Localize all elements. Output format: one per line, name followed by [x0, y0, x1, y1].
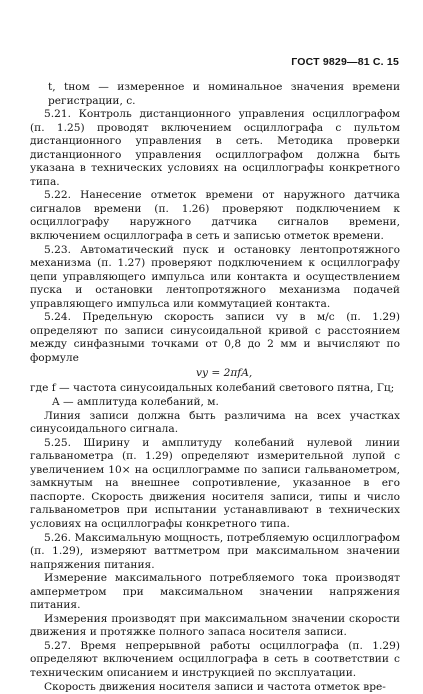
formula: vy = 2πfA,	[196, 367, 253, 380]
definition-list	[30, 382, 400, 409]
page-header: ГОСТ 9829—81 С. 15	[291, 56, 399, 68]
body-text	[30, 81, 400, 694]
paragraph-definition-t: t, tном — измеренное и номинальное значения времени регистрации, с.	[48, 81, 400, 107]
paragraph-5-21: 5.21. Контроль дистанционного управления осциллографом (п. 1.25) проводят включением осциллографа с пультом дистанционного управления в сеть. Методика проверки дистанционного управления осциллографом должна быть указана в технических условиях на осциллографы конкретного типа.	[30, 108, 400, 188]
paragraph-5-23: 5.23. Автоматический пуск и остановку лентопротяжного механизма (п. 1.27) проверяют подключением к осциллографу цепи управляющего импульса или контакта и осуществлением пуска и остановки лентопротяжного механизма подачей управляющего импульса или коммутацией контакта.	[30, 243, 400, 310]
paragraph-5-26: 5.26. Максимальную мощность, потребляемую осциллографом (п. 1.29), измеряют ваттметром при максимальном значении напряжения питания.	[30, 531, 400, 571]
paragraph-speed-continued: Скорость движения носителя записи и частота отметок вре-	[44, 680, 386, 693]
paragraph-5-27: 5.27. Время непрерывной работы осциллографа (п. 1.29) определяют включением осциллографа в сеть в соответствии с техническим описанием и инструкцией по эксплуатации.	[30, 639, 400, 679]
paragraph-line-record: Линия записи должна быть различима на всех участках синусоидального сигнала.	[30, 409, 400, 436]
paragraph-current-measure: Измерение максимального потребляемого тока производят амперметром при максимальном значении напряжения питания.	[30, 572, 400, 612]
paragraph-5-22: 5.22. Нанесение отметок времени от наружного датчика сигналов времени (п. 1.26) проверяют подключением к осциллографу наружного датчика сигналов времени, включением осциллографа в сеть и записью отметок времени.	[30, 189, 400, 243]
definition-f: где f — частота синусоидальных колебаний светового пятна, Гц;	[30, 382, 395, 395]
paragraph-measure-conditions: Измерения производят при максимальном значении скорости движения и протяжке полного запаса носителя записи.	[30, 612, 400, 639]
paragraph-5-24: 5.24. Предельную скорость записи vy в м/с (п. 1.29) определяют по записи синусоидальной кривой с расстоянием между синфазными точками от 0,8 до 2 мм и вычисляют по формуле	[30, 311, 400, 364]
definition-a: A — амплитуда колебаний, м.	[52, 396, 219, 409]
paragraph-5-25: 5.25. Ширину и амплитуду колебаний нулевой линии гальванометра (п. 1.29) определяют измерительной лупой с увеличением 10× на осциллограмме по записи гальванометром, замкнутым на внешнее сопротивление, указанное в его паспорте. Скорость движения носителя записи, типы и число гальванометров при испытании устанавливают в технических условиях на осциллографы конкретного типа.	[30, 436, 400, 530]
